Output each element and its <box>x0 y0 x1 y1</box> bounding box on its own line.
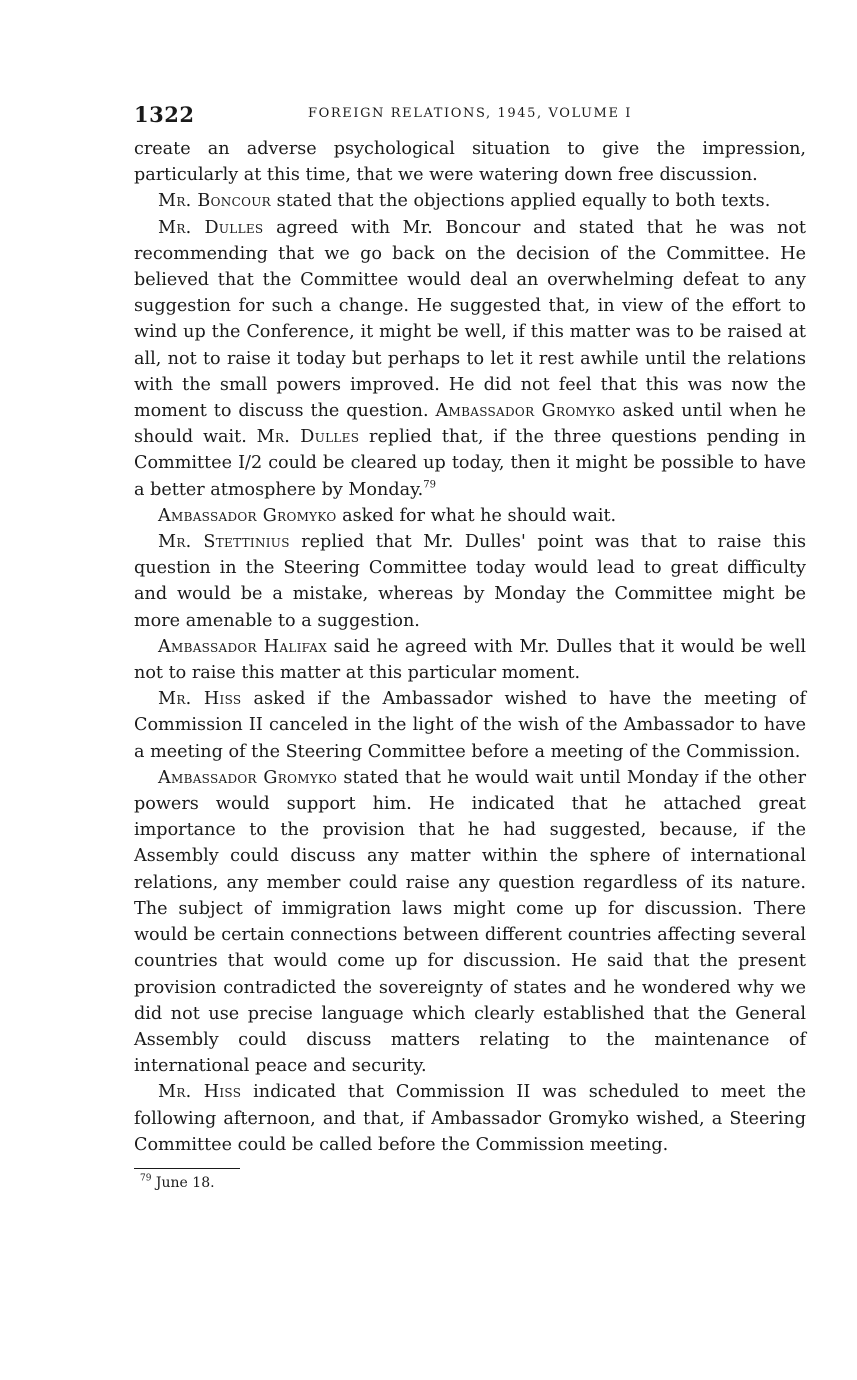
body-text <box>134 136 806 1158</box>
running-head: FOREIGN RELATIONS, 1945, VOLUME I <box>307 106 633 121</box>
page-number: 1322 <box>134 102 195 127</box>
footnote <box>134 1175 806 1191</box>
paragraph-text: agreed with Mr. Boncour and stated that he was not recommending that we go back on the decision of the Committee. He believed that the Committee would deal an overwhelming defeat to any suggestion for such a change. He suggested that, in view of the effort to wind up the Conference, it might be well, if this matter was to be raised at all, not to raise it today but perhaps to let it rest awhile until the relations with the small powers improved. He did not feel that this was now the moment to discuss the question. <box>134 217 806 422</box>
paragraph-boncour <box>134 188 806 214</box>
speaker-name: Mr. Boncour <box>158 191 271 212</box>
speaker-name: Mr. Dulles <box>158 217 264 238</box>
speaker-name: Mr. Hiss <box>158 689 242 710</box>
footnote-divider <box>134 1168 240 1169</box>
paragraph-text: asked for what he should wait. <box>336 505 617 526</box>
paragraph-gromyko-wait <box>134 503 806 529</box>
paragraph-stettinius <box>134 529 806 634</box>
paragraph-text: stated that the objections applied equally to both texts. <box>270 191 771 212</box>
paragraph-text: replied that Mr. Dulles' point was that to raise this question in the Steering Committee today would lead to great difficulty and would be a mistake, whereas by Monday the Committee might be more amenable to a suggestion. <box>134 532 806 631</box>
speaker-name: Mr. Hiss <box>158 1082 242 1103</box>
speaker-name: Ambassador Halifax <box>158 636 328 657</box>
footnote-number: 79 <box>140 1173 152 1184</box>
speaker-name: Mr. Dulles <box>256 427 360 448</box>
speaker-name: Ambassador Gromyko <box>435 401 616 422</box>
paragraph-text: replied that, if the three questions pending in Committee I/2 could be cleared up today, then it might be possible to have a better atmosphere by Monday. <box>134 427 806 500</box>
paragraph-gromyko-statement <box>134 765 806 1079</box>
page-header <box>134 96 806 136</box>
speaker-name: Ambassador Gromyko <box>158 767 338 788</box>
paragraph-text: asked if the Ambassador wished to have the meeting of Commission II canceled in the light of the wish of the Ambassador to have a meeting of the Steering Committee before a meeting of the Commission. <box>134 689 807 762</box>
paragraph-halifax <box>134 634 806 686</box>
paragraph-text: asked until when he should wait. <box>134 401 806 448</box>
paragraph-hiss-schedule <box>134 1079 806 1158</box>
paragraph-continued: create an adverse psychological situation to give the impression, particularly at this time, that we were watering down free discussion. <box>134 139 806 186</box>
document-page <box>134 96 806 1191</box>
paragraph-text: said he agreed with Mr. Dulles that it would be well not to raise this matter at this particular moment. <box>134 636 806 684</box>
paragraph-dulles <box>134 215 806 503</box>
speaker-name: Ambassador Gromyko <box>158 505 337 526</box>
footnote-reference[interactable]: 79 <box>423 479 437 491</box>
paragraph-hiss-question <box>134 686 806 765</box>
footnote-text: June 18. <box>151 1174 215 1191</box>
paragraph-text: stated that he would wait until Monday if the other powers would support him. He indicated that he attached great importance to the provision that he had suggested, because, if the Assembly could discuss any matter within the sphere of international relations, any member could raise any question regardless of its nature. The subject of immigration laws might come up for discussion. There would be certain connections between different countries affecting several countries that would come up for discussion. He said that the present provision contradicted the sovereignty of states and he wondered why we did not use precise language which clearly established that the General Assembly could discuss matters relating to the maintenance of international peace and security. <box>134 767 806 1077</box>
paragraph-text: indicated that Commission II was scheduled to meet the following afternoon, and that, if Ambassador Gromyko wished, a Steering Committee could be called before the Commission meeting. <box>134 1082 806 1155</box>
speaker-name: Mr. Stettinius <box>158 532 290 553</box>
